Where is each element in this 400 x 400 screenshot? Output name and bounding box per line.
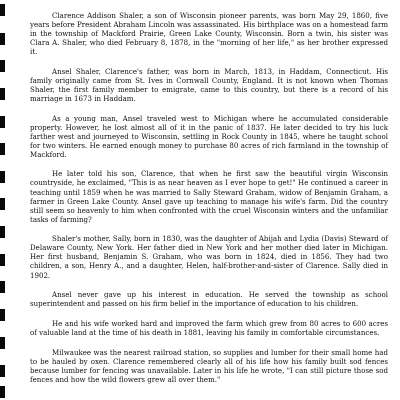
binder-hole: [0, 33, 5, 45]
binder-hole: [0, 309, 5, 321]
paragraph: As a young man, Ansel traveled west to Michigan where he accumulated considerable property. However, he lost almost all of it in the panic of 1837. He later decided to try his luck farther west and journeyed to Wisconsin, settling in Rock County in 1845, where he taught school for two winters. He earned enough money to purchase 80 acres of rich farmland in the township of Mackford.: [30, 113, 388, 159]
binder-hole: [0, 60, 5, 72]
binder-hole: [0, 226, 5, 238]
binder-hole: [0, 171, 5, 183]
binder-hole: [0, 198, 5, 210]
binder-hole: [0, 143, 5, 155]
paragraph: Shaler's mother, Sally, born in 1830, was the daughter of Abijah and Lydia (Davis) Steward of Delaware County, New York. Her father died in New York and her mother died later in Michigan. Her first husband, Benjamin S. Graham, who was born in 1824, died in 1856. They had two children, a son, Henry A., and a daughter, Helen, half-brother-and-sister of Clarence. Sally died in 1902.: [30, 234, 388, 280]
binder-hole: [0, 254, 5, 266]
paragraph: He later told his son, Clarence, that when he first saw the beautiful virgin Wisconsin countryside, he exclaimed, "This is as near heaven as I ever hope to get!" He continued a career in teaching until 1859 when he was married to Sally Steward Graham, widow of Benjamin Graham, a farmer in Green Lake County. Ansel gave up teaching to manage his wife's farm. Did the country still seem so heavenly to him when confronted with the cruel Wisconsin winters and the unfamiliar tasks of farming?: [30, 169, 388, 224]
binder-hole: [0, 4, 5, 16]
document-body: [30, 11, 388, 394]
binder-hole: [0, 116, 5, 128]
paragraph: Ansel never gave up his interest in education. He served the township as school superintendent and passed on his firm belief in the importance of education to his children.: [30, 290, 388, 309]
binder-holes: [0, 0, 12, 400]
paragraph: Milwaukee was the nearest railroad station, so supplies and lumber for their small home had to be hauled by oxen. Clarence remembered clearly all of his life how his family built sod fences because lumber for fencing was unavailable. Later in his life he wrote, "I can still picture those sod fences and how the wild flowers grew all over them.": [30, 347, 388, 384]
paragraph: He and his wife worked hard and improved the farm which grew from 80 acres to 600 acres of valuable land at the time of his death in 1881, leaving his family in comfortable circumstances.: [30, 318, 388, 337]
binder-hole: [0, 281, 5, 293]
paragraph: Ansel Shaler, Clarence's father, was born in March, 1813, in Haddam, Connecticut. His family originally came from St. Ives in Cornwall County, England. It is not known when Thomas Shaler, the first family member to emigrate, came to this country, but there is a record of his marriage in 1673 in Haddam.: [30, 66, 388, 103]
binder-hole: [0, 386, 5, 398]
binder-hole: [0, 337, 5, 349]
binder-hole: [0, 365, 5, 377]
paragraph: Clarence Addison Shaler, a son of Wisconsin pioneer parents, was born May 29, 1860, five years before President Abraham Lincoln was assassinated. His birthplace was on a homestead farm in the township of Mackford Prairie, Green Lake County, Wisconsin. Born a twin, his sister was Clara A. Shaler, who died February 8, 1878, in the "morning of her life," as her brother expressed it.: [30, 11, 388, 57]
binder-hole: [0, 88, 5, 100]
